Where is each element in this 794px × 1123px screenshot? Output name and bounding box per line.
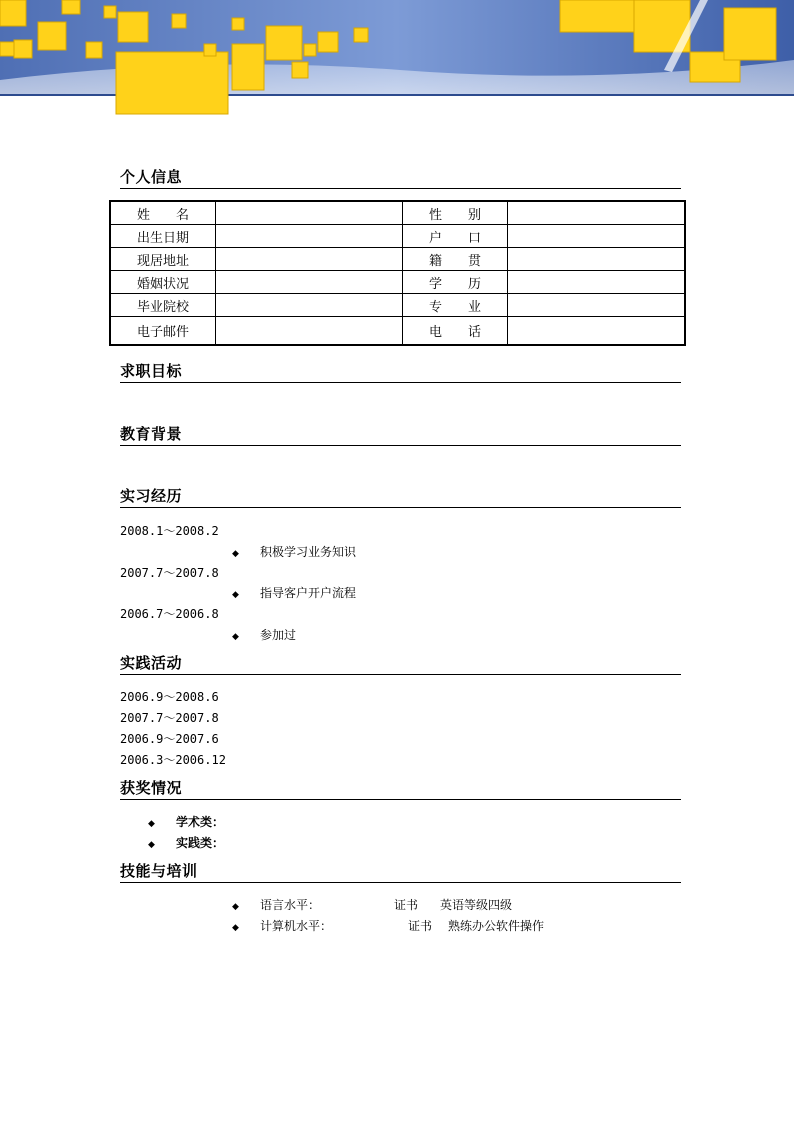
info-value bbox=[508, 201, 686, 225]
info-label: 电子邮件 bbox=[110, 317, 216, 346]
info-value bbox=[508, 271, 686, 294]
info-label: 现居地址 bbox=[110, 248, 216, 271]
info-label: 毕业院校 bbox=[110, 294, 216, 317]
table-row bbox=[110, 225, 685, 248]
info-label: 电 话 bbox=[403, 317, 508, 346]
info-value bbox=[216, 317, 403, 346]
skill-cert: 证书 bbox=[394, 898, 419, 912]
table-row bbox=[110, 317, 685, 346]
info-label: 婚姻状况 bbox=[110, 271, 216, 294]
info-value bbox=[508, 317, 686, 346]
info-value bbox=[216, 201, 403, 225]
section-title-education: 教育背景 bbox=[120, 425, 681, 446]
info-label: 出生日期 bbox=[110, 225, 216, 248]
bullet-icon: ◆ bbox=[148, 840, 155, 850]
section-title-internship: 实习经历 bbox=[120, 487, 681, 508]
list-item: ◆ 计算机水平： bbox=[232, 919, 333, 933]
list-item: ◆ 指导客户开户流程 bbox=[232, 586, 357, 600]
section-title-objective: 求职目标 bbox=[120, 362, 681, 383]
info-label: 户 口 bbox=[403, 225, 508, 248]
practice-date: 2007.7～2007.8 bbox=[120, 711, 219, 725]
skill-cert: 证书 bbox=[408, 919, 433, 933]
header-banner bbox=[0, 0, 794, 130]
info-label: 专 业 bbox=[403, 294, 508, 317]
bullet-icon: ◆ bbox=[232, 902, 239, 912]
info-value bbox=[216, 294, 403, 317]
info-value bbox=[216, 225, 403, 248]
bullet-icon: ◆ bbox=[148, 819, 155, 829]
skill-detail: 熟练办公软件操作 bbox=[448, 919, 545, 933]
info-label: 籍 贯 bbox=[403, 248, 508, 271]
section-title-practice: 实践活动 bbox=[120, 654, 681, 675]
bullet-icon: ◆ bbox=[232, 923, 239, 933]
practice-date: 2006.9～2007.6 bbox=[120, 732, 219, 746]
info-value bbox=[508, 294, 686, 317]
section-title-skills: 技能与培训 bbox=[120, 862, 681, 883]
skill-detail: 英语等级四级 bbox=[440, 898, 513, 912]
internship-date: 2008.1～2008.2 bbox=[120, 524, 219, 538]
list-item: ◆ 实践类： bbox=[148, 836, 225, 850]
info-value bbox=[216, 271, 403, 294]
internship-date: 2007.7～2007.8 bbox=[120, 566, 219, 580]
info-value bbox=[508, 248, 686, 271]
table-row bbox=[110, 294, 685, 317]
bullet-icon: ◆ bbox=[232, 590, 239, 600]
list-item: ◆ 语言水平： bbox=[232, 898, 321, 912]
section-title-awards: 获奖情况 bbox=[120, 779, 681, 800]
info-label: 学 历 bbox=[403, 271, 508, 294]
practice-date: 2006.3～2006.12 bbox=[120, 753, 226, 767]
info-value bbox=[216, 248, 403, 271]
internship-date: 2006.7～2006.8 bbox=[120, 607, 219, 621]
info-value bbox=[508, 225, 686, 248]
practice-date: 2006.9～2008.6 bbox=[120, 690, 219, 704]
table-row bbox=[110, 201, 685, 225]
table-row bbox=[110, 248, 685, 271]
bullet-icon: ◆ bbox=[232, 549, 239, 559]
info-label: 姓 名 bbox=[110, 201, 216, 225]
list-item: ◆ 学术类： bbox=[148, 815, 225, 829]
bullet-icon: ◆ bbox=[232, 632, 239, 642]
info-label: 性 别 bbox=[403, 201, 508, 225]
list-item: ◆ 参加过 bbox=[232, 628, 297, 642]
section-title-personal: 个人信息 bbox=[120, 168, 681, 189]
table-row bbox=[110, 271, 685, 294]
list-item: ◆ 积极学习业务知识 bbox=[232, 545, 357, 559]
personal-info-table bbox=[109, 200, 686, 346]
